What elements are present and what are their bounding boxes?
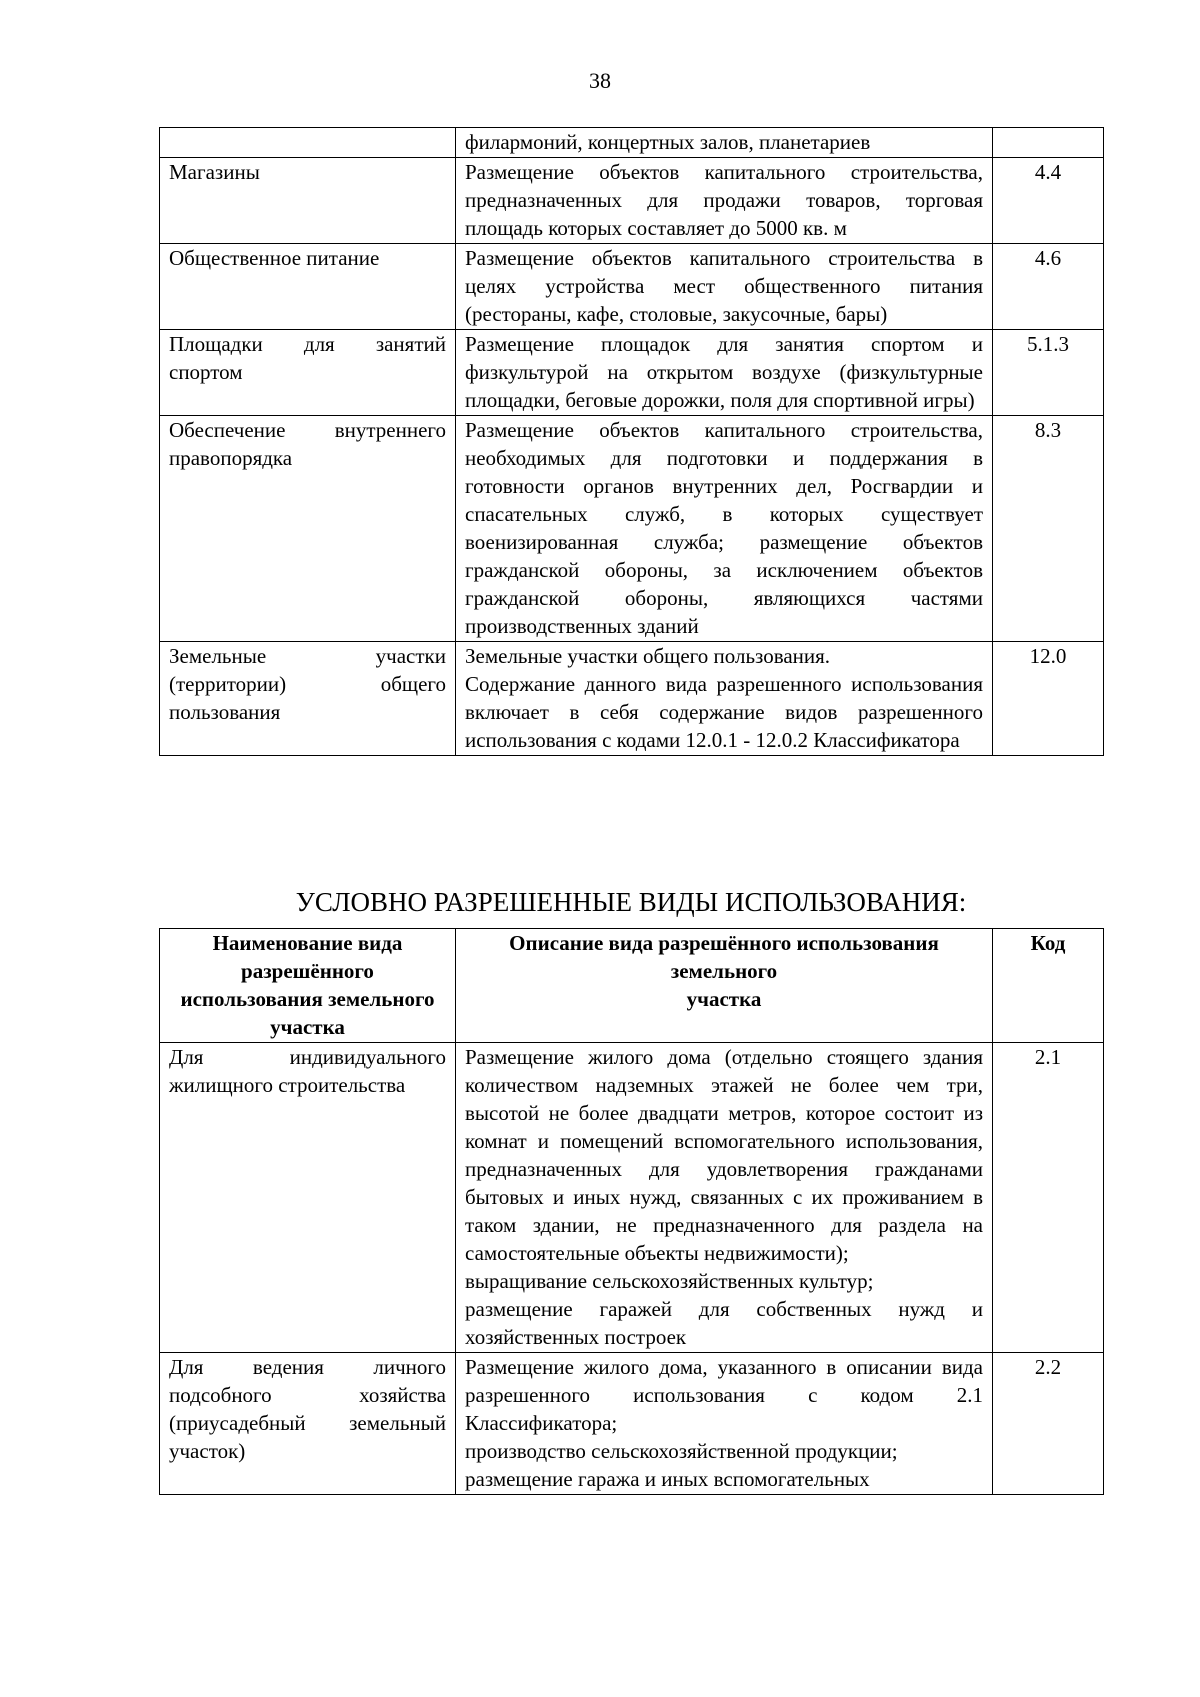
table-row: [160, 128, 1104, 158]
table-header-row: [160, 929, 1104, 1043]
table-row: [160, 158, 1104, 244]
description-paragraph: Земельные участки общего пользования.: [465, 644, 831, 668]
use-description-cell: [456, 158, 993, 244]
use-name-cell: [160, 128, 456, 158]
use-name-cell: [160, 1043, 456, 1353]
use-name-text: Для ведения личного подсобного хозяйства (приусадебный земельный участок): [169, 1355, 446, 1463]
column-header-description-line: Описание вида разрешённого использования земельного: [509, 931, 939, 983]
use-description-cell: [456, 416, 993, 642]
description-paragraph: размещение гаража и иных вспомогательных: [465, 1467, 870, 1491]
description-paragraph: Содержание данного вида разрешенного использования включает в себя содержание видов разрешенного использования с кодами 12.0.1 - 12.0.2 Классификатора: [465, 672, 983, 752]
table-row: [160, 330, 1104, 416]
use-name-cell: [160, 416, 456, 642]
table-row: [160, 1043, 1104, 1353]
use-code-cell: 4.6: [993, 244, 1104, 330]
description-paragraph: размещение гаражей для собственных нужд и хозяйственных построек: [465, 1297, 983, 1349]
use-code-cell: 4.4: [993, 158, 1104, 244]
use-name-cell: [160, 244, 456, 330]
use-description-cell: [456, 642, 993, 756]
use-code-cell: 8.3: [993, 416, 1104, 642]
use-code-cell: 5.1.3: [993, 330, 1104, 416]
use-name-text: Площадки для занятий спортом: [169, 332, 446, 384]
column-header-name: Наименование вида разрешённого использования земельного участка: [160, 929, 456, 1043]
table-row: [160, 416, 1104, 642]
use-code-cell: 12.0: [993, 642, 1104, 756]
use-description-cell: [456, 128, 993, 158]
description-paragraph: Размещение жилого дома (отдельно стоящего здания количеством надземных этажей не более чем три, высотой не более двадцати метров, которое состоит из комнат и помещений вспомогательного использования, предназначенных для удовлетворения гражданами бытовых и иных нужд, связанных с их проживанием в таком здании, не предназначенного для раздела на самостоятельные объекты недвижимости);: [465, 1045, 983, 1265]
use-name-cell: [160, 158, 456, 244]
use-code-cell: [993, 128, 1104, 158]
table-row: [160, 244, 1104, 330]
description-paragraph: производство сельскохозяйственной продукции;: [465, 1439, 898, 1463]
permitted-uses-table-continued: [159, 127, 1104, 756]
conditionally-permitted-uses-table: [159, 928, 1104, 1495]
use-name-cell: [160, 1353, 456, 1495]
use-description-cell: [456, 1043, 993, 1353]
use-name-text: Земельные участки (территории) общего пользования: [169, 644, 446, 724]
use-name-cell: [160, 330, 456, 416]
description-paragraph: Размещение площадок для занятия спортом и физкультурой на открытом воздухе (физкультурные площадки, беговые дорожки, поля для спортивной игры): [465, 332, 983, 412]
column-header-code: Код: [993, 929, 1104, 1043]
use-code-cell: 2.2: [993, 1353, 1104, 1495]
description-paragraph: филармоний, концертных залов, планетариев: [465, 130, 871, 154]
table-row: [160, 1353, 1104, 1495]
description-paragraph: Размещение жилого дома, указанного в описании вида разрешенного использования с кодом 2.1 Классификатора;: [465, 1355, 983, 1435]
use-name-text: Магазины: [169, 160, 260, 184]
description-paragraph: Размещение объектов капитального строительства, необходимых для подготовки и поддержания в готовности органов внутренних дел, Росгвардии и спасательных служб, в которых существует военизированная служба; размещение объектов гражданской обороны, за исключением объектов гражданской обороны, являющихся частями производственных зданий: [465, 418, 983, 638]
column-header-description: [456, 929, 993, 1043]
use-name-text: Для индивидуального жилищного строительства: [169, 1045, 446, 1097]
use-description-cell: [456, 1353, 993, 1495]
table-row: [160, 642, 1104, 756]
use-code-cell: 2.1: [993, 1043, 1104, 1353]
use-name-cell: [160, 642, 456, 756]
column-header-description-line: участка: [686, 987, 762, 1011]
section-heading: УСЛОВНО РАЗРЕШЕННЫЕ ВИДЫ ИСПОЛЬЗОВАНИЯ:: [295, 887, 967, 917]
use-description-cell: [456, 244, 993, 330]
use-name-text: Общественное питание: [169, 246, 380, 270]
description-paragraph: выращивание сельскохозяйственных культур;: [465, 1269, 874, 1293]
description-paragraph: Размещение объектов капитального строительства, предназначенных для продажи товаров, торговая площадь которых составляет до 5000 кв. м: [465, 160, 983, 240]
description-paragraph: Размещение объектов капитального строительства в целях устройства мест общественного питания (рестораны, кафе, столовые, закусочные, бары): [465, 246, 983, 326]
page-number: 38: [589, 68, 611, 93]
use-description-cell: [456, 330, 993, 416]
use-name-text: Обеспечение внутреннего правопорядка: [169, 418, 446, 470]
